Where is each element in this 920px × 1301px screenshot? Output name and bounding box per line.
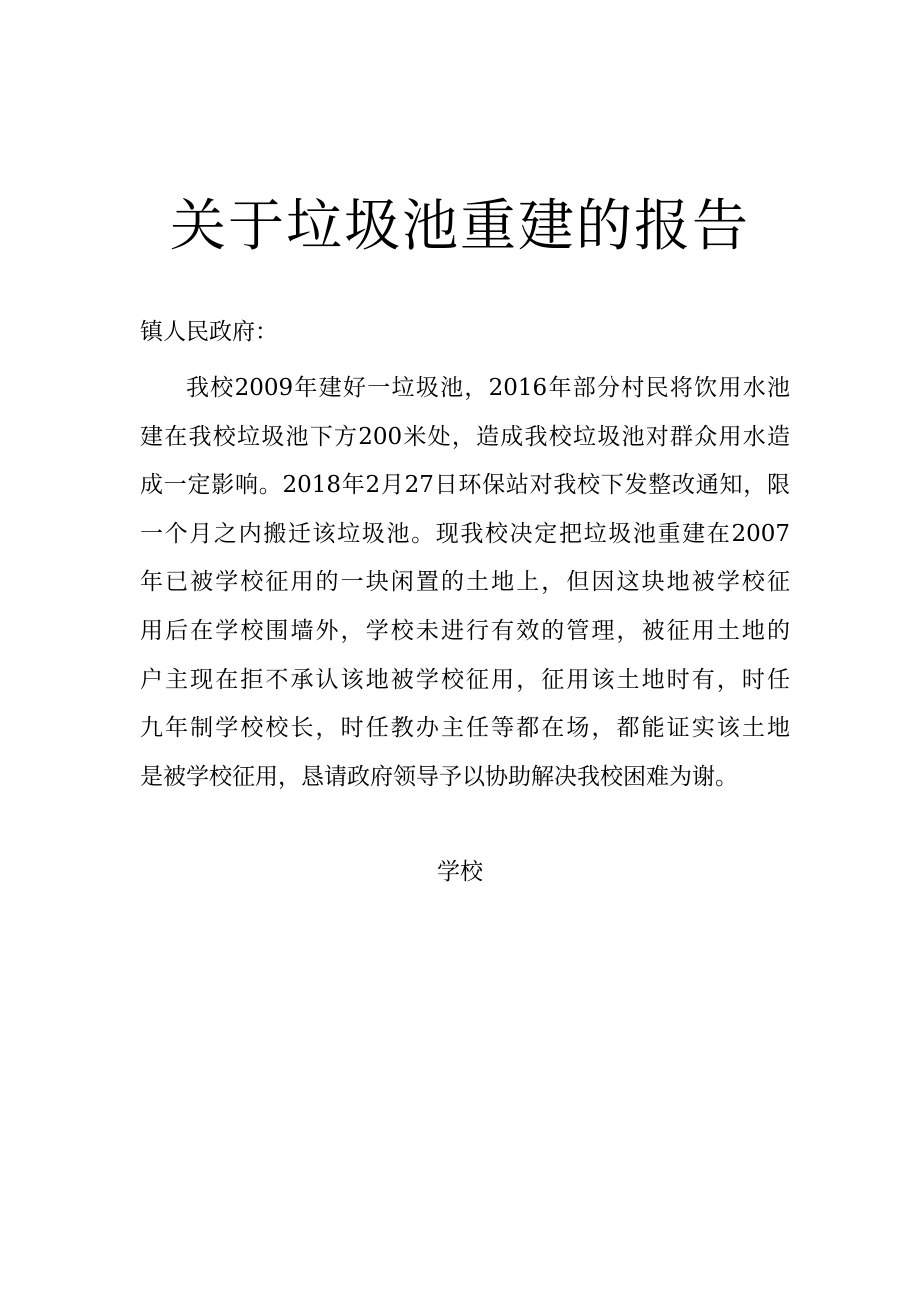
salutation: 镇人民政府： — [140, 319, 278, 345]
body-line: 年已被学校征用的一块闲置的土地上，但因这块地被学校征 — [140, 569, 790, 596]
signature: 学校 — [437, 859, 483, 885]
body-line: 成一定影响。2018年2月27日环保站对我校下发整改通知，限 — [140, 472, 790, 499]
body-line: 一个月之内搬迁该垃圾池。现我校决定把垃圾池重建在2007 — [140, 520, 790, 547]
document-title: 关于垃圾池重建的报告 — [170, 194, 750, 259]
body-paragraph — [140, 364, 790, 801]
body-line: 户主现在拒不承认该地被学校征用，征用该土地时有，时任 — [140, 666, 790, 693]
body-line: 建在我校垃圾池下方200米处，造成我校垃圾池对群众用水造 — [140, 423, 790, 450]
body-line: 九年制学校校长，时任教办主任等都在场，都能证实该土地 — [140, 715, 790, 742]
body-line: 我校2009年建好一垃圾池，2016年部分村民将饮用水池 — [186, 375, 790, 401]
body-line: 用后在学校围墙外，学校未进行有效的管理，被征用土地的 — [140, 617, 790, 644]
body-line: 是被学校征用，恳请政府领导予以协助解决我校困难为谢。 — [140, 763, 738, 790]
